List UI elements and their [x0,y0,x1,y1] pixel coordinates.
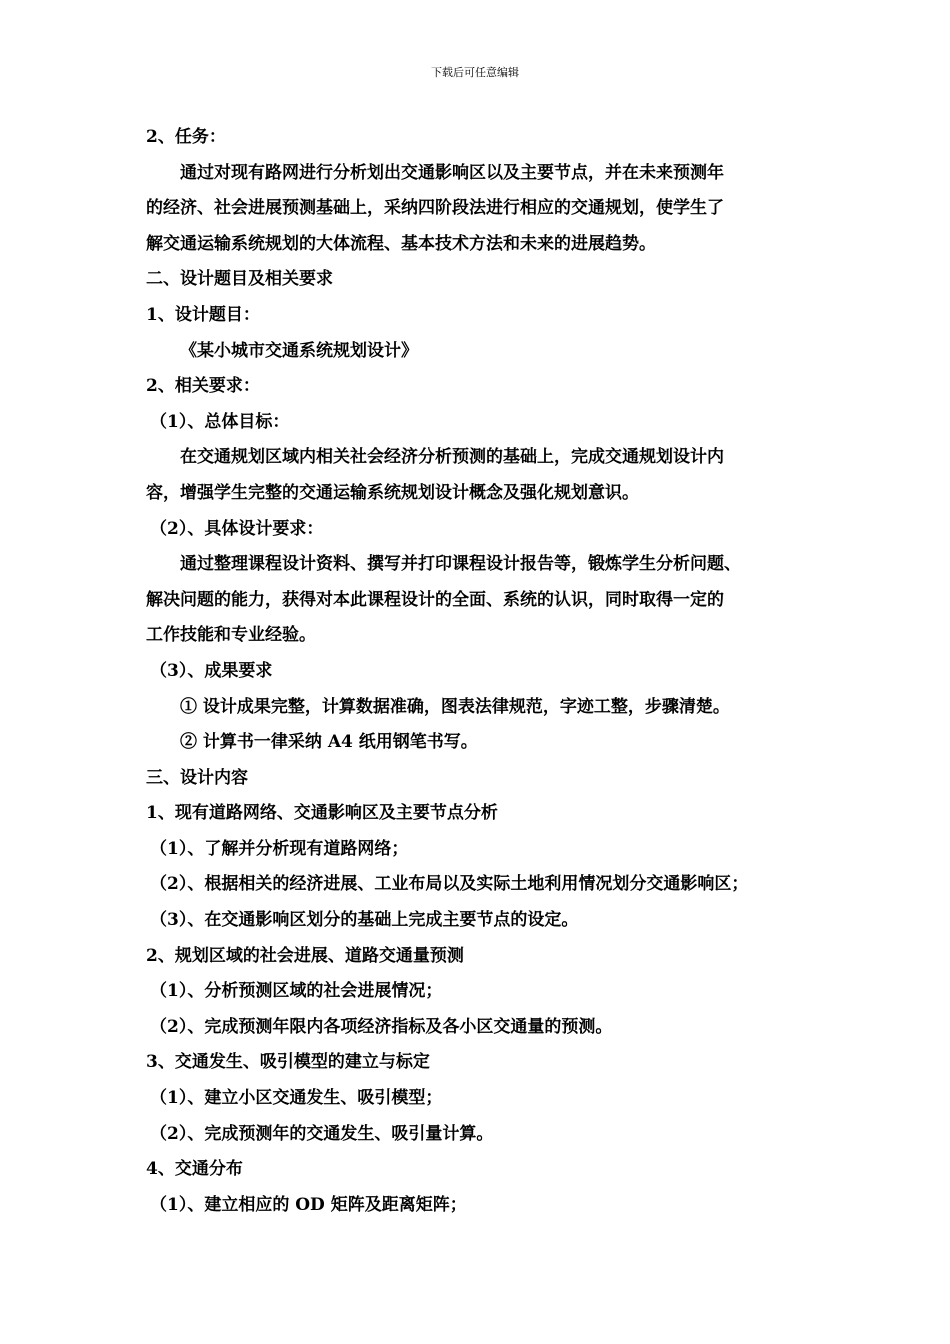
section-heading: 2、任务： [146,127,226,147]
page-header: 下载后可任意编辑 [431,66,519,79]
list-item: （2）、完成预测年的交通发生、吸引量计算。 [150,1123,494,1144]
paragraph-line: 解决问题的能力，获得对本此课程设计的全面、系统的认识，同时取得一定的 [146,589,724,610]
list-item: （1）、建立小区交通发生、吸引模型； [150,1088,443,1109]
section-heading: 2、规划区域的社会进展、道路交通量预测 [146,945,464,966]
list-item: （2）、完成预测年限内各项经济指标及各小区交通量的预测。 [150,1016,613,1037]
list-item: ② 计算书一律采纳 A4 纸用钢笔书写。 [180,732,478,753]
paragraph-line: 通过对现有路网进行分析划出交通影响区以及主要节点，并在未来预测年 [180,162,724,183]
section-heading: 1、现有道路网络、交通影响区及主要节点分析 [146,803,498,824]
section-heading: 三、设计内容 [146,767,248,788]
paragraph-line: 解交通运输系统规划的大体流程、基本技术方法和未来的进展趋势。 [146,233,656,254]
paragraph-line: 工作技能和专业经验。 [146,625,316,646]
paragraph-line: 容，增强学生完整的交通运输系统规划设计概念及强化规划意识。 [146,482,639,503]
list-item: ① 设计成果完整，计算数据准确，图表法律规范，字迹工整，步骤清楚。 [180,696,730,717]
paragraph-line: 的经济、社会进展预测基础上，采纳四阶段法进行相应的交通规划，使学生了 [146,198,724,219]
list-item: （2）、根据相关的经济进展、工业布局以及实际土地利用情况划分交通影响区； [150,874,749,895]
paragraph-line: 通过整理课程设计资料、撰写并打印课程设计报告等，锻炼学生分析问题、 [180,554,741,575]
subsection-heading: （1）、总体目标： [150,411,290,432]
section-heading: 二、设计题目及相关要求 [146,269,333,290]
section-heading: 3、交通发生、吸引模型的建立与标定 [146,1052,430,1073]
list-item: （1）、了解并分析现有道路网络； [150,838,409,859]
document-body [146,120,822,1223]
paragraph-line: 在交通规划区域内相关社会经济分析预测的基础上，完成交通规划设计内 [180,447,724,468]
list-item: （1）、建立相应的 OD 矩阵及距离矩阵； [150,1194,467,1215]
subsection-heading: （3）、成果要求 [150,660,273,681]
design-title: 《某小城市交通系统规划设计》 [180,340,418,361]
subsection-heading: （2）、具体设计要求： [150,518,324,539]
list-item: （3）、在交通影响区划分的基础上完成主要节点的设定。 [150,910,579,931]
section-heading: 4、交通分布 [146,1159,243,1180]
section-heading: 1、设计题目： [146,304,260,325]
list-item: （1）、分析预测区域的社会进展情况； [150,981,443,1002]
section-heading: 2、相关要求： [146,376,260,397]
